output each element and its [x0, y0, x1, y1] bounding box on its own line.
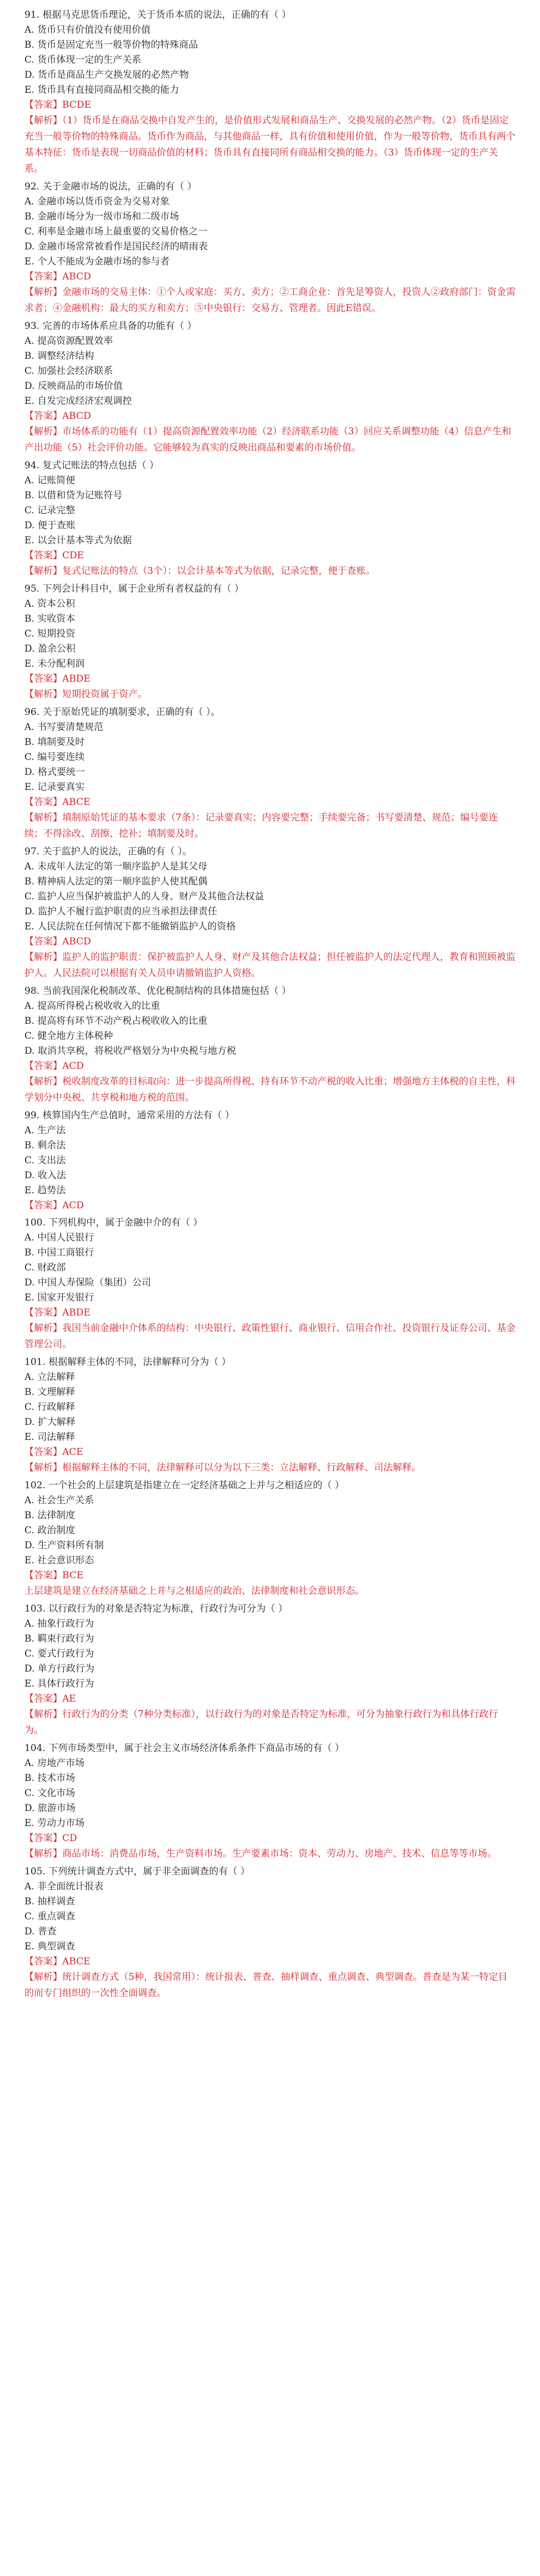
answer-option: A. 提高所得税占税收收入的比重 — [24, 1001, 161, 1012]
question-block — [24, 1216, 516, 1355]
explanation: 【解析】我国当前金融中介体系的结构：中央银行、政策性银行、商业银行、信用合作社、投资银行及证券公司、基金管理公司。 — [24, 1323, 516, 1350]
answer-option: B. 提高将有环节不动产税占税收收入的比重 — [24, 1016, 208, 1027]
answer-option: B. 技术市场 — [24, 1773, 76, 1784]
answer-option: B. 中国工商银行 — [24, 1247, 94, 1258]
explanation: 【解析】根据解释主体的不同，法律解释可以分为以下三类：立法解释、行政解释、司法解释。 — [24, 1462, 421, 1473]
answer-option: D. 扩大解释 — [24, 1417, 76, 1428]
answer-option: C. 监护人应当保护被监护人的人身、财产及其他合法权益 — [24, 891, 264, 902]
question-stem: 101. 根据解释主体的不同，法律解释可分为（ ） — [24, 1357, 231, 1368]
question-block — [24, 582, 516, 705]
answer-option: A. 提高资源配置效率 — [24, 336, 113, 347]
answer-option: A. 中国人民银行 — [24, 1232, 94, 1243]
answer-option: D. 生产资料所有制 — [24, 1540, 104, 1551]
question-block — [24, 1741, 516, 1864]
answer-option: D. 格式要统一 — [24, 767, 85, 778]
answer-key: 【答案】ACE — [24, 1447, 83, 1458]
explanation: 【解析】行政行为的分类（7种分类标准），以行政行为的对象是否特定为标准，可分为抽象行政行为和具体行政行为。 — [24, 1709, 498, 1736]
answer-option: D. 反映商品的市场价值 — [24, 381, 123, 392]
question-stem: 104. 下列市场类型中，属于社会主义市场经济体系条件下商品市场的有（ ） — [24, 1743, 344, 1754]
explanation: 【解析】短期投资属于资产。 — [24, 689, 147, 700]
question-stem: 91. 根据马克思货币理论，关于货币本质的说法，正确的有（ ） — [24, 9, 291, 21]
explanation: 【解析】金融市场的交易主体：①个人或家庭：买方、卖方；②工商企业：首先是筹资人，投资人②政府部门：资金需求者；④金融机构：最大的买方和卖方；⑤中央银行：交易方、管理者。因此E错误。 — [24, 287, 516, 314]
answer-key: 【答案】ABDE — [24, 673, 91, 684]
answer-key: 【答案】ABCE — [24, 797, 91, 808]
answer-option: E. 人民法院在任何情况下都不能撤销监护人的资格 — [24, 921, 236, 932]
answer-option: B. 货币是固定充当一般等价物的特殊商品 — [24, 39, 198, 51]
explanation: 上层建筑是建立在经济基础之上并与之相适应的政治、法律制度和社会意识形态。 — [24, 1585, 364, 1597]
answer-option: D. 普查 — [24, 1926, 57, 1937]
answer-option: D. 取消共享税，将税收严格划分为中央税与地方税 — [24, 1046, 236, 1057]
answer-option: A. 未成年人法定的第一顺序监护人是其父母 — [24, 861, 208, 872]
question-stem: 97. 关于监护人的说法，正确的有（ ）。 — [24, 846, 192, 857]
question-block — [24, 179, 516, 319]
question-stem: 95. 下列会计科目中，属于企业所有者权益的有（ ） — [24, 583, 244, 594]
question-block — [24, 1478, 516, 1602]
answer-option: C. 行政解释 — [24, 1402, 76, 1413]
answer-option: D. 中国人寿保险（集团）公司 — [24, 1277, 151, 1288]
question-stem: 100. 下列机构中，属于金融中介的有（ ） — [24, 1217, 203, 1228]
answer-key: 【答案】ABCD — [24, 411, 91, 422]
question-stem: 105. 下列统计调查方式中，属于非全面调查的有（ ） — [24, 1866, 250, 1877]
answer-option: D. 监护人不履行监护职责的应当承担法律责任 — [24, 906, 217, 917]
question-stem: 99. 核算国内生产总值时，通常采用的方法有（ ） — [24, 1110, 234, 1121]
answer-key: 【答案】ABCE — [24, 1956, 91, 1967]
answer-option: D. 收入法 — [24, 1170, 66, 1181]
answer-option: D. 旅游市场 — [24, 1803, 76, 1814]
question-stem: 93. 完善的市场体系应具备的功能有（ ） — [24, 321, 197, 332]
answer-option: B. 实收资本 — [24, 613, 76, 624]
question-block — [24, 1355, 516, 1478]
question-stem: 96. 关于原始凭证的填制要求，正确的有（ ）。 — [24, 707, 221, 718]
answer-option: A. 抽象行政行为 — [24, 1618, 94, 1629]
answer-option: A. 书写要清楚规范 — [24, 722, 104, 733]
answer-option: B. 金融市场分为一级市场和二级市场 — [24, 211, 179, 222]
question-block — [24, 1864, 516, 2004]
question-gap — [24, 2002, 516, 2004]
question-block — [24, 844, 516, 984]
question-stem: 102. 一个社会的上层建筑是指建立在一定经济基础之上并与之相适应的（ ） — [24, 1480, 344, 1491]
answer-option: E. 货币具有直接同商品相交换的能力 — [24, 84, 179, 96]
answer-option: E. 以会计基本等式为依据 — [24, 535, 132, 546]
answer-option: B. 文理解释 — [24, 1387, 76, 1398]
question-block — [24, 1602, 516, 1741]
question-stem: 103. 以行政行为的对象是否特定为标准，行政行为可分为（ ） — [24, 1603, 288, 1614]
explanation: 【解析】（1）货币是在商品交换中自发产生的，是价值形式发展和商品生产、交换发展的必然产物。（2）货币是固定充当一般等价物的特殊商品。货币作为商品，与其他商品一样，具有价值和使用价值，作为一般等价物，货币具有两个基本特征：货币是表现一切商品价值的材料；货币具有直接同所有商品相交换的能力。（3）货币体现一定的生产关系。 — [24, 115, 516, 174]
answer-option: A. 生产法 — [24, 1125, 66, 1136]
question-block — [24, 8, 516, 179]
explanation: 【解析】复式记账法的特点（3个）：以会计基本等式为依据，记录完整，便于查账。 — [24, 566, 376, 577]
question-stem: 94. 复式记账法的特点包括（ ） — [24, 460, 159, 471]
answer-option: C. 重点调查 — [24, 1911, 76, 1922]
answer-option: C. 财政部 — [24, 1262, 66, 1273]
answer-option: E. 典型调查 — [24, 1941, 76, 1952]
question-block — [24, 705, 516, 844]
answer-option: B. 剩余法 — [24, 1140, 66, 1151]
answer-option: E. 自发完成经济宏观调控 — [24, 396, 132, 407]
answer-option: A. 货币只有价值没有使用价值 — [24, 24, 151, 36]
answer-option: B. 法律制度 — [24, 1510, 76, 1521]
explanation: 【解析】填制原始凭证的基本要求（7条）：记录要真实；内容要完整；手续要完备；书写要清楚、规范；编号要连续；不得涂改、刮擦、挖补；填制要及时。 — [24, 812, 498, 839]
question-block — [24, 1108, 516, 1216]
answer-option: B. 以借和贷为记账符号 — [24, 490, 123, 501]
answer-option: C. 加强社会经济联系 — [24, 366, 113, 377]
answer-option: C. 要式行政行为 — [24, 1648, 94, 1659]
answer-option: D. 货币是商品生产交换发展的必然产物 — [24, 69, 189, 81]
question-stem: 98. 当前我国深化税制改革、优化税制结构的具体措施包括（ ） — [24, 986, 291, 997]
answer-option: D. 便于查账 — [24, 520, 76, 531]
answer-option: C. 文化市场 — [24, 1788, 76, 1799]
answer-option: C. 利率是金融市场上最重要的交易价格之一 — [24, 226, 208, 237]
question-block — [24, 319, 516, 458]
answer-option: E. 国家开发银行 — [24, 1292, 94, 1303]
answer-option: D. 盈余公积 — [24, 643, 76, 654]
answer-key: 【答案】ACD — [24, 1061, 84, 1072]
answer-option: A. 资本公积 — [24, 598, 76, 609]
answer-option: D. 金融市场常常被看作是国民经济的晴雨表 — [24, 241, 208, 252]
answer-option: C. 政治制度 — [24, 1525, 76, 1536]
question-block — [24, 458, 516, 582]
explanation: 【解析】统计调查方式（5种，我国常用）：统计报表、普查、抽样调查、重点调查、典型调查。普查是为某一特定目的而专门组织的一次性全面调查。 — [24, 1972, 508, 1999]
question-block — [24, 984, 516, 1108]
answer-option: E. 劳动力市场 — [24, 1818, 85, 1829]
answer-option: A. 非全面统计报表 — [24, 1881, 104, 1892]
answer-option: E. 个人不能成为金融市场的参与者 — [24, 256, 170, 267]
answer-key: 【答案】ABDE — [24, 1307, 91, 1318]
explanation: 【解析】监护人的监护职责：保护被监护人人身、财产及其他合法权益；担任被监护人的法定代理人，教育和照顾被监护人。人民法院可以根据有关人员申请撤销监护人资格。 — [24, 952, 516, 979]
answer-option: B. 精神病人法定的第一顺序监护人使其配偶 — [24, 876, 208, 887]
answer-key: 【答案】CDE — [24, 550, 84, 561]
answer-option: A. 房地产市场 — [24, 1758, 85, 1769]
answer-key: 【答案】ACD — [24, 1200, 84, 1211]
answer-key: 【答案】AE — [24, 1693, 76, 1704]
answer-option: E. 未分配利润 — [24, 658, 85, 669]
answer-option: E. 社会意识形态 — [24, 1555, 94, 1566]
answer-option: B. 羁束行政行为 — [24, 1633, 94, 1644]
answer-option: B. 抽样调查 — [24, 1896, 76, 1907]
answer-option: C. 编号要连续 — [24, 752, 85, 763]
answer-option: B. 填制要及时 — [24, 737, 85, 748]
answer-key: 【答案】CD — [24, 1833, 77, 1844]
answer-key: 【答案】BCE — [24, 1570, 84, 1581]
answer-option: A. 金融市场以货币资金为交易对象 — [24, 196, 170, 207]
answer-option: E. 趋势法 — [24, 1185, 66, 1196]
answer-option: B. 调整经济结构 — [24, 351, 94, 362]
answer-option: E. 司法解释 — [24, 1432, 76, 1443]
answer-option: C. 记录完整 — [24, 505, 76, 516]
answer-key: 【答案】ABCD — [24, 936, 91, 947]
answer-key: 【答案】BCDE — [24, 99, 91, 111]
answer-option: C. 健全地方主体税种 — [24, 1031, 113, 1042]
answer-key: 【答案】ABCD — [24, 271, 91, 282]
question-stem: 92. 关于金融市场的说法，正确的有（ ） — [24, 181, 197, 192]
answer-option: E. 具体行政行为 — [24, 1678, 94, 1689]
answer-option: E. 记录要真实 — [24, 782, 85, 793]
answer-option: C. 短期投资 — [24, 628, 76, 639]
answer-option: A. 立法解释 — [24, 1372, 76, 1383]
explanation: 【解析】税收制度改革的目标取向：进一步提高所得税、持有环节不动产税的收入比重；增强地方主体税的自主性，科学划分中央税、共享税和地方税的范围。 — [24, 1076, 516, 1103]
answer-option: C. 支出法 — [24, 1155, 66, 1166]
answer-option: A. 社会生产关系 — [24, 1495, 94, 1506]
answer-option: D. 单方行政行为 — [24, 1663, 94, 1674]
answer-option: A. 记账简便 — [24, 475, 76, 486]
explanation: 【解析】商品市场：消费品市场，生产资料市场。生产要素市场：资本、劳动力、房地产、技术、信息等等市场。 — [24, 1848, 497, 1859]
answer-option: C. 货币体现一定的生产关系 — [24, 54, 142, 66]
explanation: 【解析】市场体系的功能有（1）提高资源配置效率功能（2）经济联系功能（3）回应关系调整功能（4）信息产生和产出功能（5）社会评价功能。它能够较为真实的反映出商品和要素的市场价值。 — [24, 426, 512, 453]
